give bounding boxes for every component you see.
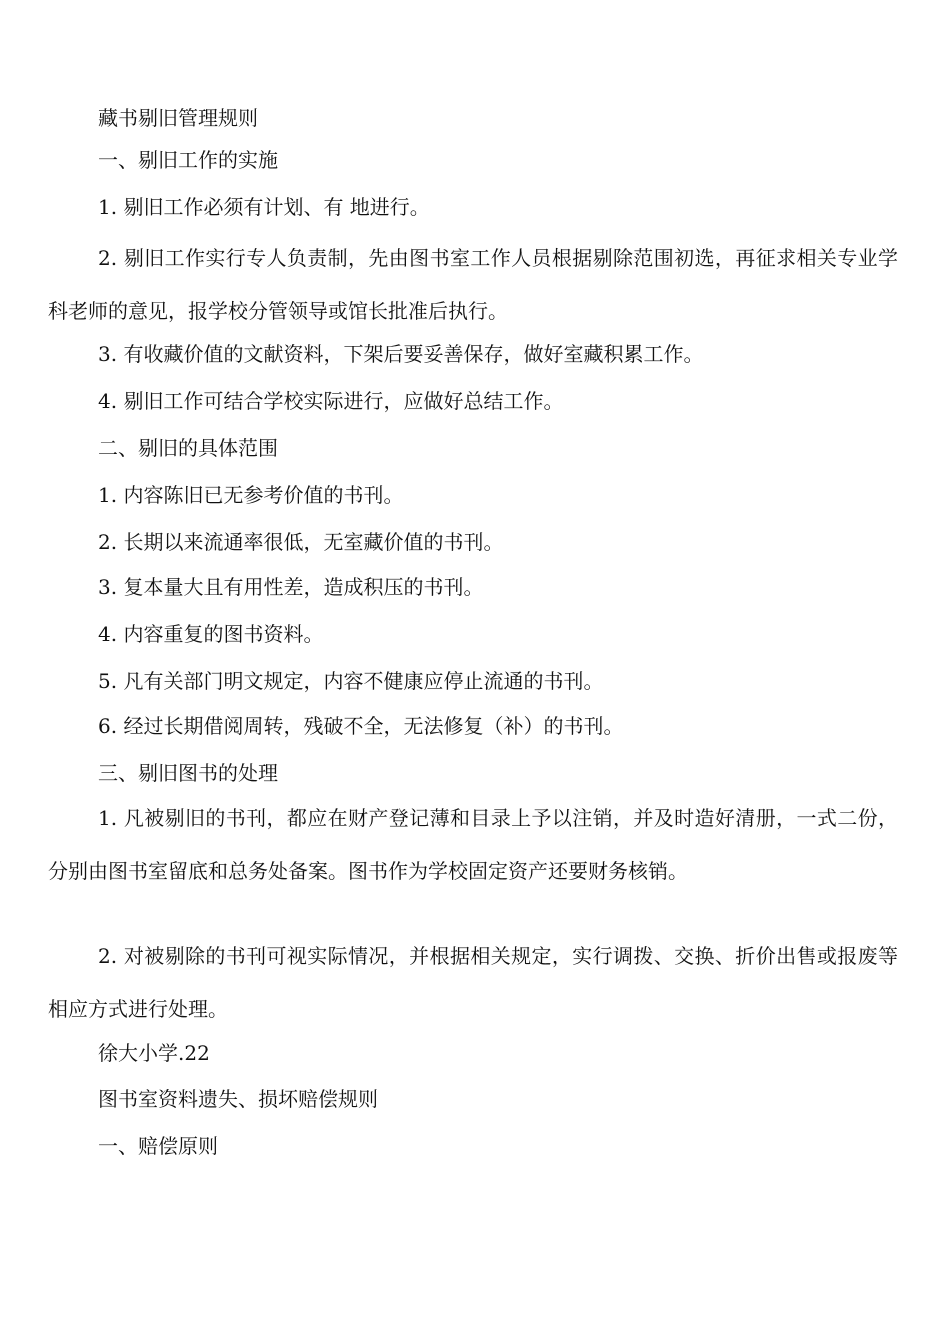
next-section-heading: 一、赔偿原则 xyxy=(98,1134,218,1158)
section-2-item-3: 3. 复本量大且有用性差，造成积压的书刊。 xyxy=(98,575,484,599)
section-2-item-5: 5. 凡有关部门明文规定，内容不健康应停止流通的书刊。 xyxy=(98,669,604,693)
document-title: 藏书剔旧管理规则 xyxy=(98,106,258,130)
section-heading-1: 一、剔旧工作的实施 xyxy=(98,148,278,172)
section-1-item-1: 1. 剔旧工作必须有计划、有 地进行。 xyxy=(98,195,430,219)
section-2-item-6: 6. 经过长期借阅周转，残破不全，无法修复（补）的书刊。 xyxy=(98,714,624,738)
section-heading-3: 三、剔旧图书的处理 xyxy=(98,761,278,785)
signature-line: 徐大小学.22 xyxy=(98,1041,210,1065)
section-1-item-3: 3. 有收藏价值的文献资料，下架后要妥善保存，做好室藏积累工作。 xyxy=(98,342,704,366)
section-heading-2: 二、剔旧的具体范围 xyxy=(98,436,278,460)
section-2-item-2: 2. 长期以来流通率很低，无室藏价值的书刊。 xyxy=(98,530,504,554)
section-2-item-4: 4. 内容重复的图书资料。 xyxy=(98,622,324,646)
section-3-item-1: 1. 凡被剔旧的书刊，都应在财产登记薄和目录上予以注销，并及时造好清册，一式二份，分别由图书室留底和总务处备案。图书作为学校固定资产还要财务核销。 xyxy=(48,806,898,883)
section-2-item-1: 1. 内容陈旧已无参考价值的书刊。 xyxy=(98,483,404,507)
section-1-item-2: 2. 剔旧工作实行专人负责制，先由图书室工作人员根据剔除范围初选，再征求相关专业学科老师的意见，报学校分管领导或馆长批准后执行。 xyxy=(48,246,898,323)
section-3-item-2: 2. 对被剔除的书刊可视实际情况，并根据相关规定，实行调拨、交换、折价出售或报废等相应方式进行处理。 xyxy=(48,944,898,1021)
section-1-item-4: 4. 剔旧工作可结合学校实际进行，应做好总结工作。 xyxy=(98,389,564,413)
next-document-title: 图书室资料遗失、损坏赔偿规则 xyxy=(98,1087,378,1111)
